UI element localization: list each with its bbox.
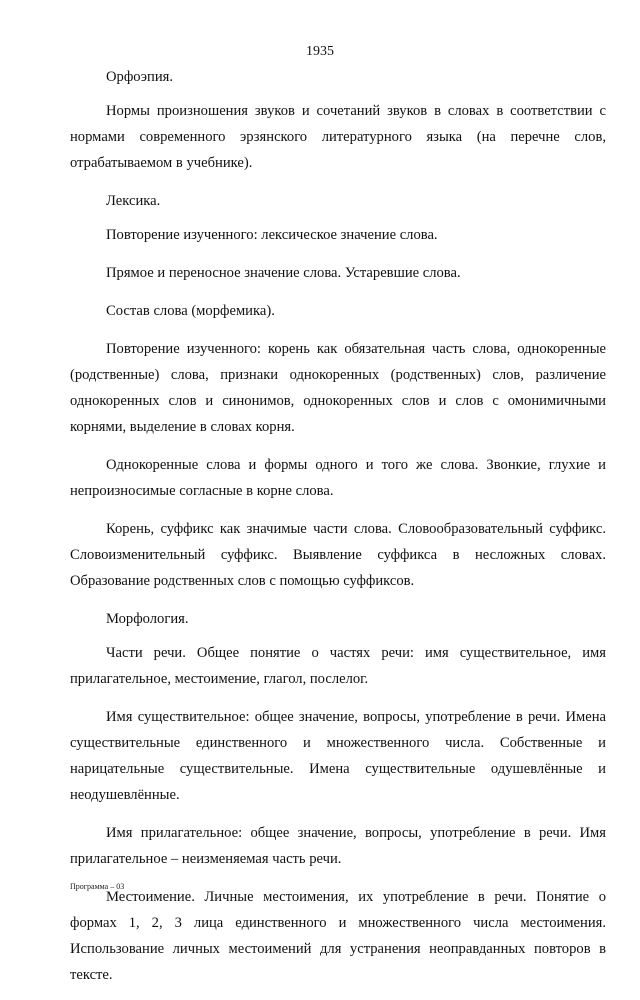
paragraph: Повторение изученного: лексическое значение слова. — [106, 227, 438, 243]
page-number: 1935 — [306, 44, 334, 59]
paragraph: Нормы произношения звуков и сочетаний звуков в словах в соответствии с нормами современного эрзянского литературного языка (на перечне слов, отрабатываемом в учебнике). — [70, 103, 606, 171]
section-heading-lexicon: Лексика. — [106, 193, 161, 209]
paragraph: Корень, суффикс как значимые части слова. Словообразовательный суффикс. Словоизменительный суффикс. Выявление суффикса в несложных словах. Образование родственных слов с помощью суффиксов. — [70, 521, 606, 589]
section-heading-morphology: Морфология. — [106, 611, 189, 627]
paragraph: Местоимение. Личные местоимения, их употребление в речи. Понятие о формах 1, 2, 3 лица единственного и множественного числа местоимения. Использование личных местоимений для устранения неоправданных повторов в тексте. — [70, 889, 606, 983]
paragraph: Повторение изученного: корень как обязательная часть слова, однокоренные (родственные) слова, признаки однокоренных (родственных) слов, различение однокоренных слов и синонимов, однокоренных слов и слов с омонимичными корнями, выделение в словах корня. — [70, 341, 606, 435]
paragraph: Имя существительное: общее значение, вопросы, употребление в речи. Имена существительные единственного и множественного числа. Собственные и нарицательные существительные. Имена существительные одушевлённые и неодушевлённые. — [70, 709, 606, 803]
paragraph: Имя прилагательное: общее значение, вопросы, употребление в речи. Имя прилагательное – неизменяемая часть речи. — [70, 825, 606, 867]
paragraph: Части речи. Общее понятие о частях речи: имя существительное, имя прилагательное, местоимение, глагол, послелог. — [70, 645, 606, 687]
document-body — [70, 64, 606, 1000]
paragraph: Прямое и переносное значение слова. Устаревшие слова. — [106, 265, 461, 281]
footer-label: Программа – 03 — [70, 882, 125, 891]
section-heading-orthoepy: Орфоэпия. — [106, 69, 174, 85]
paragraph: Состав слова (морфемика). — [106, 303, 275, 319]
paragraph: Однокоренные слова и формы одного и того же слова. Звонкие, глухие и непроизносимые согласные в корне слова. — [70, 457, 606, 499]
